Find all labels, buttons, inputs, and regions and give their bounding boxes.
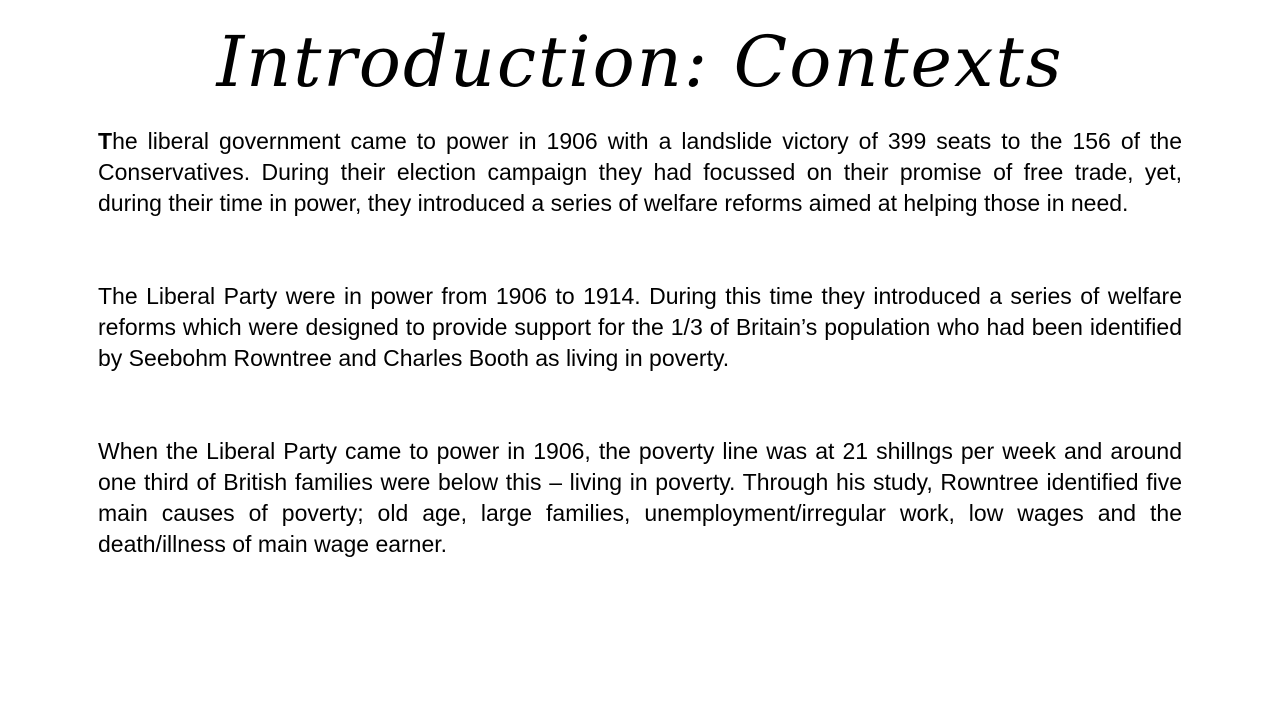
slide-title: Introduction: Contexts <box>216 21 1064 103</box>
paragraph-poverty-causes: When the Liberal Party came to power in 1906, the poverty line was at 21 shillngs per week and around one third of British families were below this – living in poverty. Through his study, Rowntree identified five main causes of poverty; old age, large families, unemployment/irregular work, low wages and the death/illness of main wage earner. <box>98 438 1182 557</box>
paragraph-liberal-reforms: The Liberal Party were in power from 1906 to 1914. During this time they introduced a series of welfare reforms which were designed to provide support for the 1/3 of Britain’s population who had been identified by Seebohm Rowntree and Charles Booth as living in poverty. <box>98 283 1182 371</box>
paragraph-drop-letter: T <box>98 128 113 154</box>
paragraph-text: he liberal government came to power in 1906 with a landslide victory of 399 seats to the 156 of the Conservatives. During their election campaign they had focussed on their promise of free trade, yet, during their time in power, they introduced a series of welfare reforms aimed at helping those in need. <box>98 128 1182 216</box>
paragraph-liberal-victory <box>98 126 1182 219</box>
slide-body <box>98 126 1182 560</box>
